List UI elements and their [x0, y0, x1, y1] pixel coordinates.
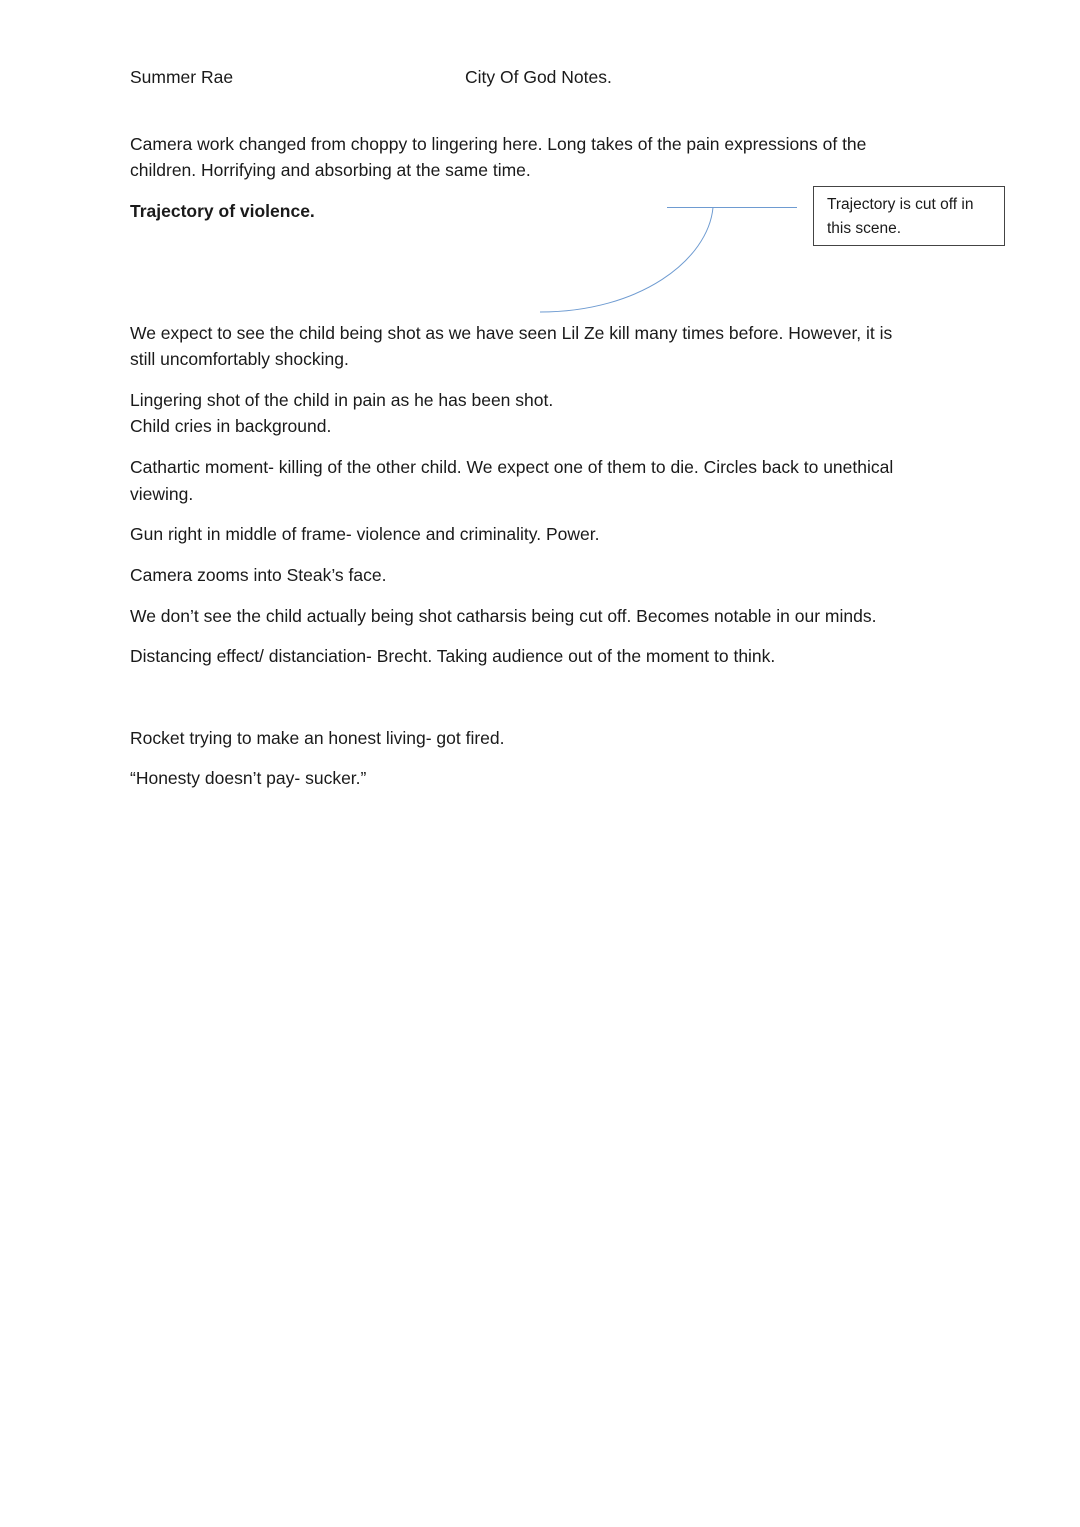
comment-curve-line [540, 208, 713, 313]
paragraph-camera-work-line1: Camera work changed from choppy to lingering here. Long takes of the pain expressions of the [130, 134, 867, 154]
paragraph-rocket: Rocket trying to make an honest living- got fired. [130, 728, 505, 748]
header-author: Summer Rae [130, 67, 234, 87]
heading-trajectory: Trajectory of violence. [130, 201, 315, 221]
paragraph-catharsis: We don’t see the child actually being shot catharsis being cut off. Becomes notable in our minds. [130, 606, 877, 626]
comment-box[interactable] [813, 186, 1005, 246]
paragraph-gun: Gun right in middle of frame- violence and criminality. Power. [130, 524, 600, 544]
paragraph-lingering-line1: Lingering shot of the child in pain as he has been shot. [130, 390, 554, 410]
paragraph-distancing: Distancing effect/ distanciation- Brecht. Taking audience out of the moment to think. [130, 646, 776, 666]
comment-line1: Trajectory is cut off in [827, 196, 974, 213]
paragraph-expect-line2: still uncomfortably shocking. [130, 349, 349, 369]
paragraph-quote: “Honesty doesn’t pay- sucker.” [130, 768, 367, 788]
paragraph-expect-line1: We expect to see the child being shot as we have seen Lil Ze kill many times before. However, it is [130, 323, 893, 343]
paragraph-cathartic-line1: Cathartic moment- killing of the other child. We expect one of them to die. Circles back to unethical [130, 457, 894, 477]
paragraph-cathartic-line2: viewing. [130, 484, 194, 504]
header-title: City Of God Notes. [465, 67, 612, 87]
comment-line2: this scene. [827, 220, 902, 237]
paragraph-zoom: Camera zooms into Steak’s face. [130, 565, 387, 585]
paragraph-lingering-line2: Child cries in background. [130, 416, 332, 436]
paragraph-camera-work-line2: children. Horrifying and absorbing at the same time. [130, 160, 531, 180]
